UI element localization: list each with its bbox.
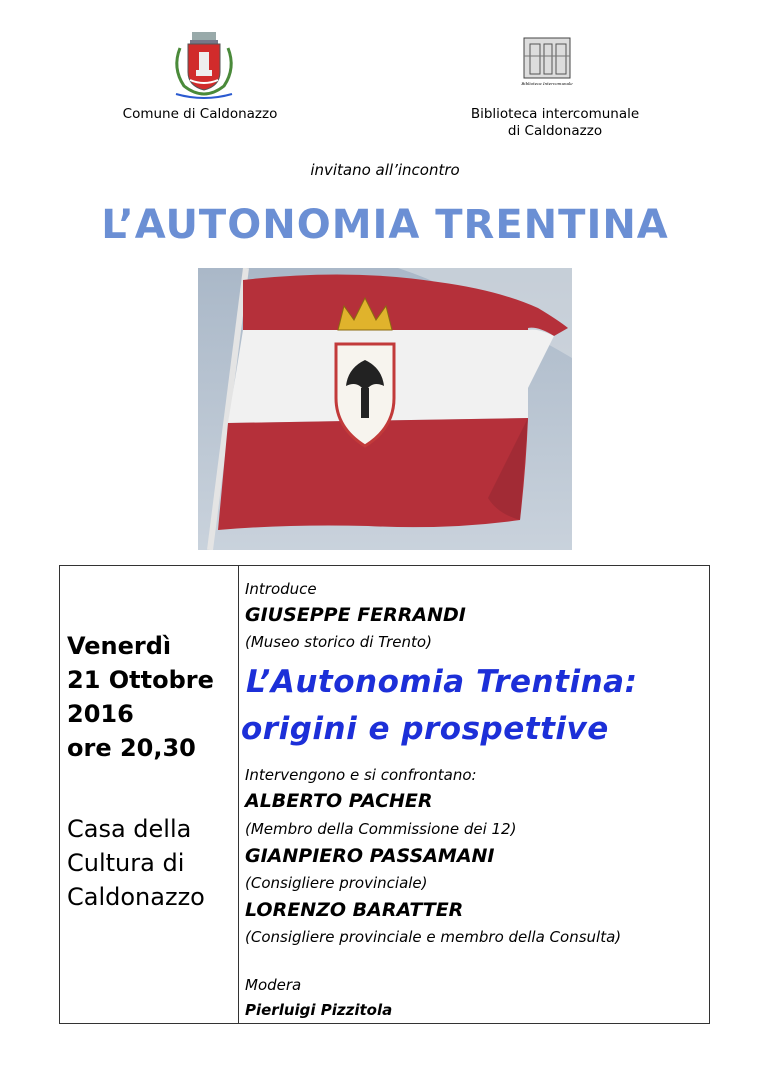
talk-title-line1: L’Autonomia Trentina: (246, 664, 638, 700)
intro-role: (Museo storico di Trento) (245, 633, 432, 651)
event-date: 21 Ottobre (67, 666, 214, 694)
comune-label: Comune di Caldonazzo (122, 106, 278, 122)
event-venue (67, 812, 237, 914)
comune-coat-of-arms-logo (166, 28, 242, 100)
talk-title-line2: origini e prospettive (241, 711, 609, 747)
page-title: L’AUTONOMIA TRENTINA (101, 202, 669, 248)
venue-line1: Casa della (67, 815, 192, 843)
biblioteca-label (455, 106, 655, 140)
venue-line3: Caldonazzo (67, 883, 205, 911)
speakers-label: Intervengono e si confrontano: (245, 766, 477, 784)
speaker-name: ALBERTO PACHER (245, 790, 433, 812)
trentino-flag-image (198, 268, 572, 550)
box-divider (238, 565, 239, 1024)
event-time: ore 20,30 (67, 734, 196, 762)
event-datetime (67, 629, 237, 765)
speaker-role: (Consigliere provinciale e membro della Consulta) (245, 928, 622, 946)
event-year: 2016 (67, 700, 134, 728)
moderator-name: Pierluigi Pizzitola (245, 1001, 393, 1019)
biblioteca-label-line1: Biblioteca intercomunale (470, 106, 640, 122)
moderator-label: Modera (245, 976, 302, 994)
biblioteca-label-line2: di Caldonazzo (507, 123, 603, 139)
event-day: Venerdì (67, 632, 172, 660)
biblioteca-logo (520, 36, 574, 90)
speaker-name: LORENZO BARATTER (245, 899, 464, 921)
intro-name: GIUSEPPE FERRANDI (245, 604, 466, 626)
intro-label: Introduce (245, 580, 317, 598)
speaker-role: (Consigliere provinciale) (245, 874, 428, 892)
speaker-name: GIANPIERO PASSAMANI (245, 845, 495, 867)
venue-line2: Cultura di (67, 849, 185, 877)
invite-text: invitano all’incontro (310, 161, 460, 179)
biblioteca-logo-text: Biblioteca Intercomunale (521, 81, 573, 86)
speaker-role: (Membro della Commissione dei 12) (245, 820, 517, 838)
